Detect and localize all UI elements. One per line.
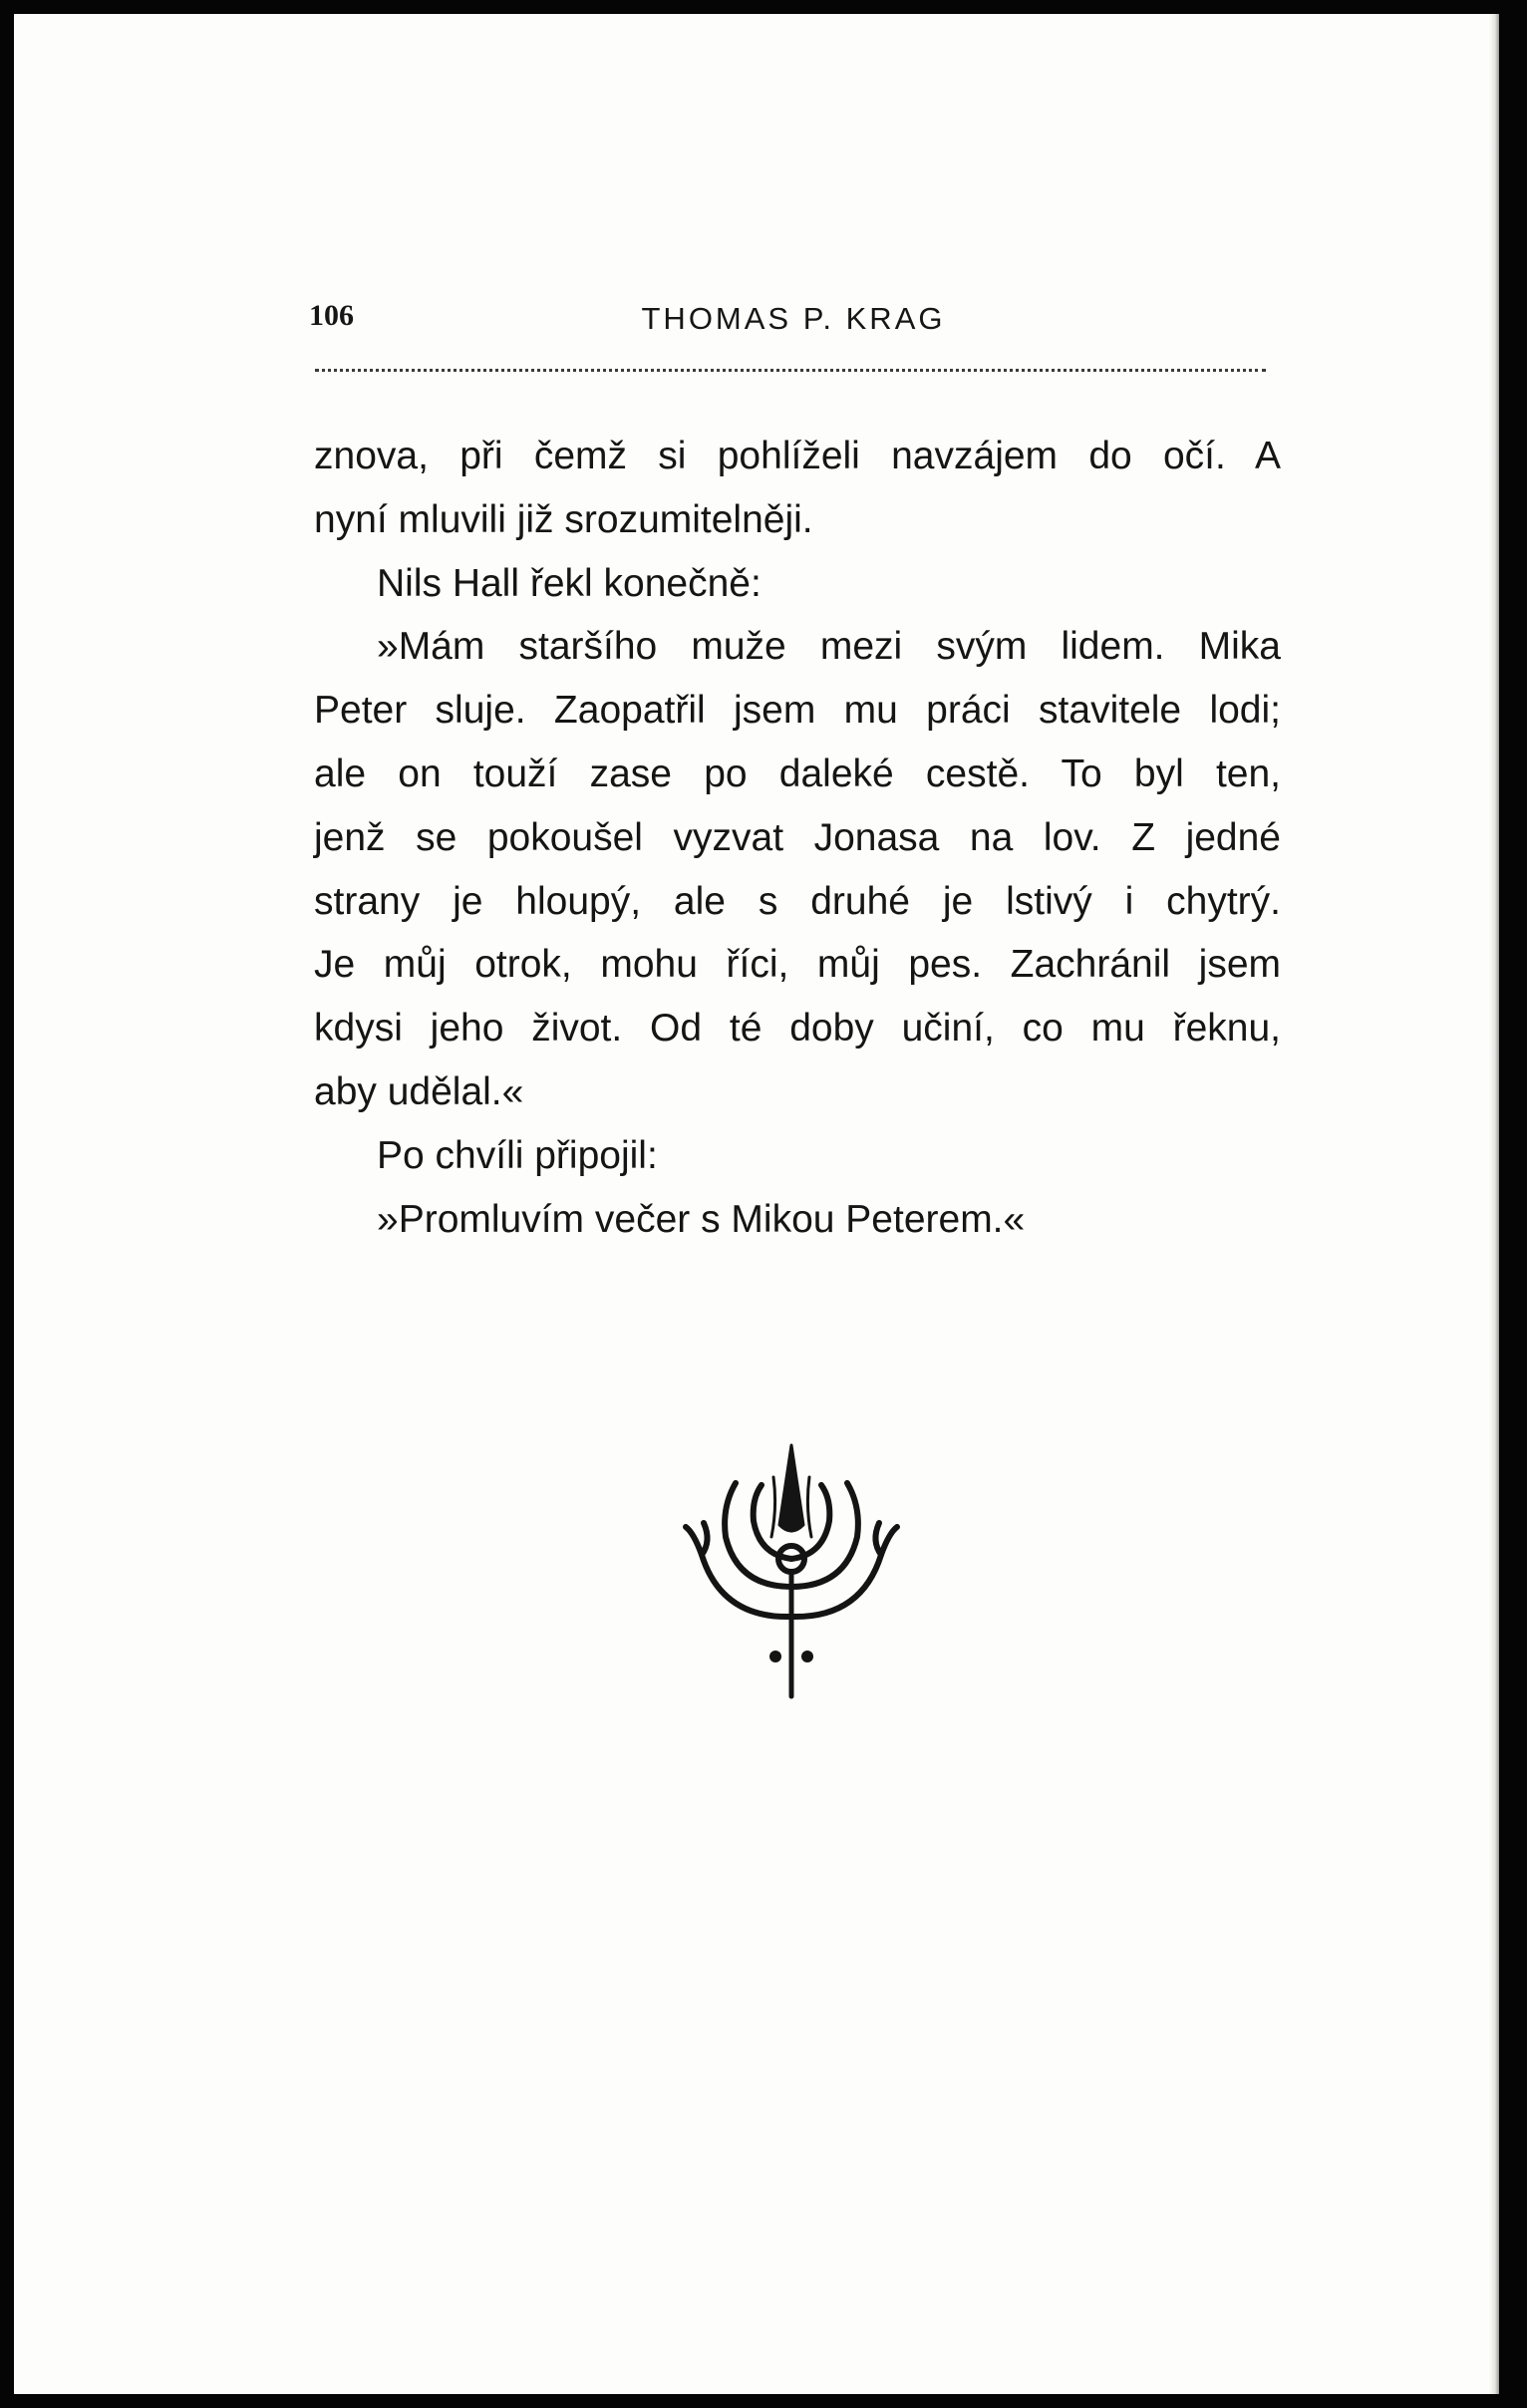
text-line: Peter sluje. Zaopatřil jsem mu práci stavitele lodi; — [314, 689, 1281, 733]
text-line: znova, při čemž si pohlíželi navzájem do očí. A — [314, 435, 1281, 477]
text-line: strany je hloupý, ale s druhé je lstivý i chytrý. — [314, 879, 1281, 923]
text-line: kdysi jeho život. Od té doby učiní, co mu řeknu, — [314, 1007, 1281, 1051]
text-line: aby udělal.« — [314, 1069, 524, 1113]
header-divider — [315, 369, 1266, 372]
text-line: ale on touží zase po daleké cestě. To byl ten, — [314, 752, 1281, 795]
tulip-flower-ornament-icon — [682, 1437, 901, 1706]
running-title: THOMAS P. KRAG — [641, 301, 946, 336]
text-line: »Promluvím večer s Mikou Peterem.« — [377, 1197, 1026, 1241]
running-head — [309, 281, 1278, 341]
text-line: »Mám staršího muže mezi svým lidem. Mika — [377, 625, 1281, 669]
body-text — [314, 425, 1281, 1251]
text-line: Nils Hall řekl konečně: — [377, 561, 762, 605]
text-line: nyní mluvili již srozumitelněji. — [314, 497, 813, 541]
text-line: jenž se pokoušel vyzvat Jonasa na lov. Z jedné — [314, 815, 1281, 859]
book-page — [14, 14, 1499, 2394]
text-line: Po chvíli připojil: — [377, 1133, 658, 1177]
page-number: 106 — [309, 299, 354, 332]
page-edge-shadow — [1489, 14, 1499, 2394]
text-line: Je můj otrok, mohu říci, můj pes. Zachránil jsem — [314, 943, 1281, 987]
